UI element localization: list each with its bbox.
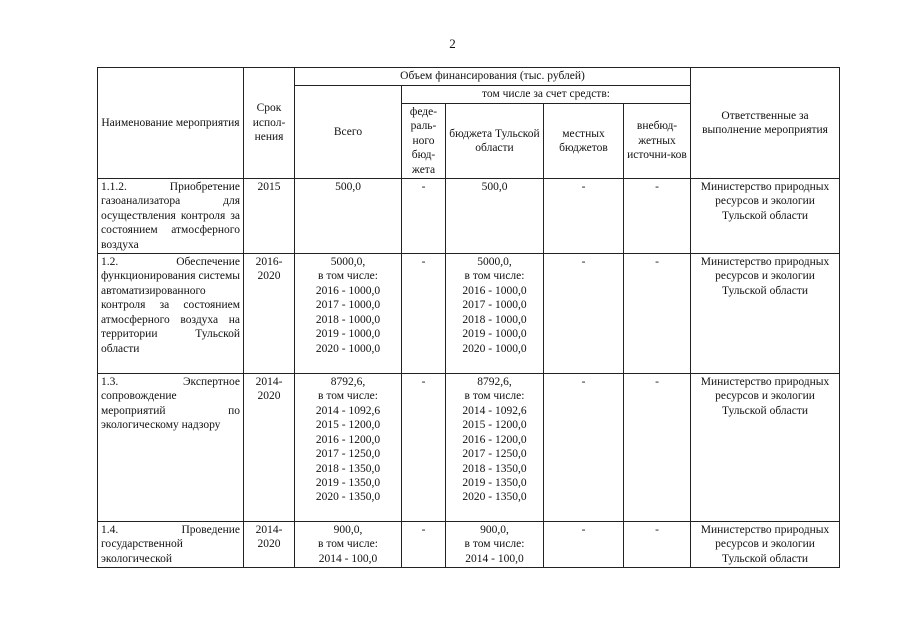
table-row: [98, 522, 840, 568]
cell-term: 2015: [244, 179, 295, 254]
cell-regional-line: 2014 - 100,0: [465, 552, 524, 565]
cell-extra: -: [624, 179, 691, 254]
header-local: местных бюджетов: [544, 104, 624, 179]
cell-regional: [446, 522, 544, 568]
cell-total-line: 2014 - 1092,6: [315, 404, 381, 417]
cell-responsible: Министерство природных ресурсов и экологии Тульской области: [691, 254, 840, 374]
cell-total-line: 2019 - 1000,0: [315, 328, 381, 341]
cell-regional-line: 2017 - 1250,0: [462, 448, 527, 461]
cell-total-line: 2018 - 1350,0: [315, 462, 381, 475]
cell-term: 2014-2020: [244, 374, 295, 522]
cell-total-line: 2015 - 1200,0: [315, 419, 381, 432]
cell-regional-line: в том числе:: [464, 538, 525, 551]
cell-total: [295, 522, 402, 568]
cell-total: [295, 179, 402, 254]
cell-extra: -: [624, 374, 691, 522]
cell-regional-line: 2020 - 1350,0: [462, 491, 527, 504]
cell-responsible: Министерство природных ресурсов и экологии Тульской области: [691, 374, 840, 522]
cell-total-line: 2017 - 1000,0: [315, 299, 381, 312]
cell-total-line: 5000,0,: [330, 256, 366, 269]
cell-extra: -: [624, 522, 691, 568]
header-regional: бюджета Тульской области: [446, 104, 544, 179]
cell-total-line: 900,0,: [333, 524, 363, 537]
cell-total-line: 2017 - 1250,0: [315, 448, 381, 461]
header-responsible: Ответственные за выполнение мероприятия: [691, 68, 840, 179]
cell-responsible: Министерство природных ресурсов и экологии Тульской области: [691, 522, 840, 568]
header-extra: внебюд-жетных источни-ков: [624, 104, 691, 179]
cell-total-line: 2014 - 100,0: [318, 552, 378, 565]
header-term: Срок испол-нения: [244, 68, 295, 179]
cell-federal: -: [402, 254, 446, 374]
cell-regional: [446, 254, 544, 374]
table-body: [98, 179, 840, 568]
page-number: 2: [449, 36, 456, 51]
cell-local: -: [544, 522, 624, 568]
cell-regional-line: 2017 - 1000,0: [462, 299, 527, 312]
table-row: [98, 374, 840, 522]
table-row: [98, 254, 840, 374]
cell-term: 2016-2020: [244, 254, 295, 374]
cell-total-line: 2020 - 1350,0: [315, 491, 381, 504]
cell-regional-line: 2016 - 1200,0: [462, 433, 527, 446]
cell-regional-line: 900,0,: [480, 524, 509, 537]
cell-regional-line: 500,0: [481, 181, 508, 194]
funding-table: [97, 67, 840, 568]
cell-extra: -: [624, 254, 691, 374]
cell-regional: [446, 374, 544, 522]
cell-total-line: в том числе:: [318, 270, 378, 283]
cell-regional-line: 8792,6,: [477, 376, 512, 389]
cell-regional-line: 2019 - 1350,0: [462, 476, 527, 489]
cell-total-line: 2019 - 1350,0: [315, 476, 381, 489]
header-funding: Объем финансирования (тыс. рублей): [295, 68, 691, 86]
header-total: Всего: [295, 86, 402, 179]
header-federal: феде-раль-ного бюд-жета: [402, 104, 446, 179]
cell-term: 2014-2020: [244, 522, 295, 568]
cell-regional-line: в том числе:: [464, 390, 525, 403]
cell-regional-line: 2014 - 1092,6: [462, 404, 527, 417]
cell-regional-line: 2018 - 1350,0: [462, 462, 527, 475]
cell-regional: [446, 179, 544, 254]
cell-regional-line: 2020 - 1000,0: [462, 342, 527, 355]
cell-total-line: 2018 - 1000,0: [315, 313, 381, 326]
cell-total-line: в том числе:: [318, 538, 378, 551]
cell-name: 1.4. Проведение государственной экологической: [98, 522, 244, 568]
cell-regional-line: 2016 - 1000,0: [462, 284, 527, 297]
header-name: Наименование мероприятия: [98, 68, 244, 179]
cell-regional-line: 2019 - 1000,0: [462, 328, 527, 341]
cell-total-line: в том числе:: [318, 390, 378, 403]
cell-total: [295, 254, 402, 374]
cell-local: -: [544, 374, 624, 522]
cell-name: 1.1.2. Приобретение газоанализатора для осуществления контроля за состоянием атмосферного воздуха: [98, 179, 244, 254]
cell-total-line: 500,0: [335, 181, 361, 194]
cell-responsible: Министерство природных ресурсов и экологии Тульской области: [691, 179, 840, 254]
cell-regional-line: в том числе:: [464, 270, 525, 283]
cell-regional-line: 2018 - 1000,0: [462, 313, 527, 326]
header-including: том числе за счет средств:: [402, 86, 691, 104]
cell-regional-line: 5000,0,: [477, 256, 512, 269]
cell-regional-line: 2015 - 1200,0: [462, 419, 527, 432]
cell-federal: -: [402, 522, 446, 568]
cell-local: -: [544, 179, 624, 254]
cell-total-line: 8792,6,: [330, 376, 366, 389]
cell-total-line: 2016 - 1000,0: [315, 284, 381, 297]
cell-name: 1.2. Обеспечение функционирования системы автоматизированного контроля за состоянием атмосферного воздуха на территории Тульской области: [98, 254, 244, 374]
cell-total: [295, 374, 402, 522]
cell-federal: -: [402, 179, 446, 254]
cell-federal: -: [402, 374, 446, 522]
cell-name: 1.3. Экспертное сопровождение мероприятий по экологическому надзору: [98, 374, 244, 522]
cell-total-line: 2016 - 1200,0: [315, 433, 381, 446]
table-row: [98, 179, 840, 254]
cell-local: -: [544, 254, 624, 374]
cell-total-line: 2020 - 1000,0: [315, 342, 381, 355]
